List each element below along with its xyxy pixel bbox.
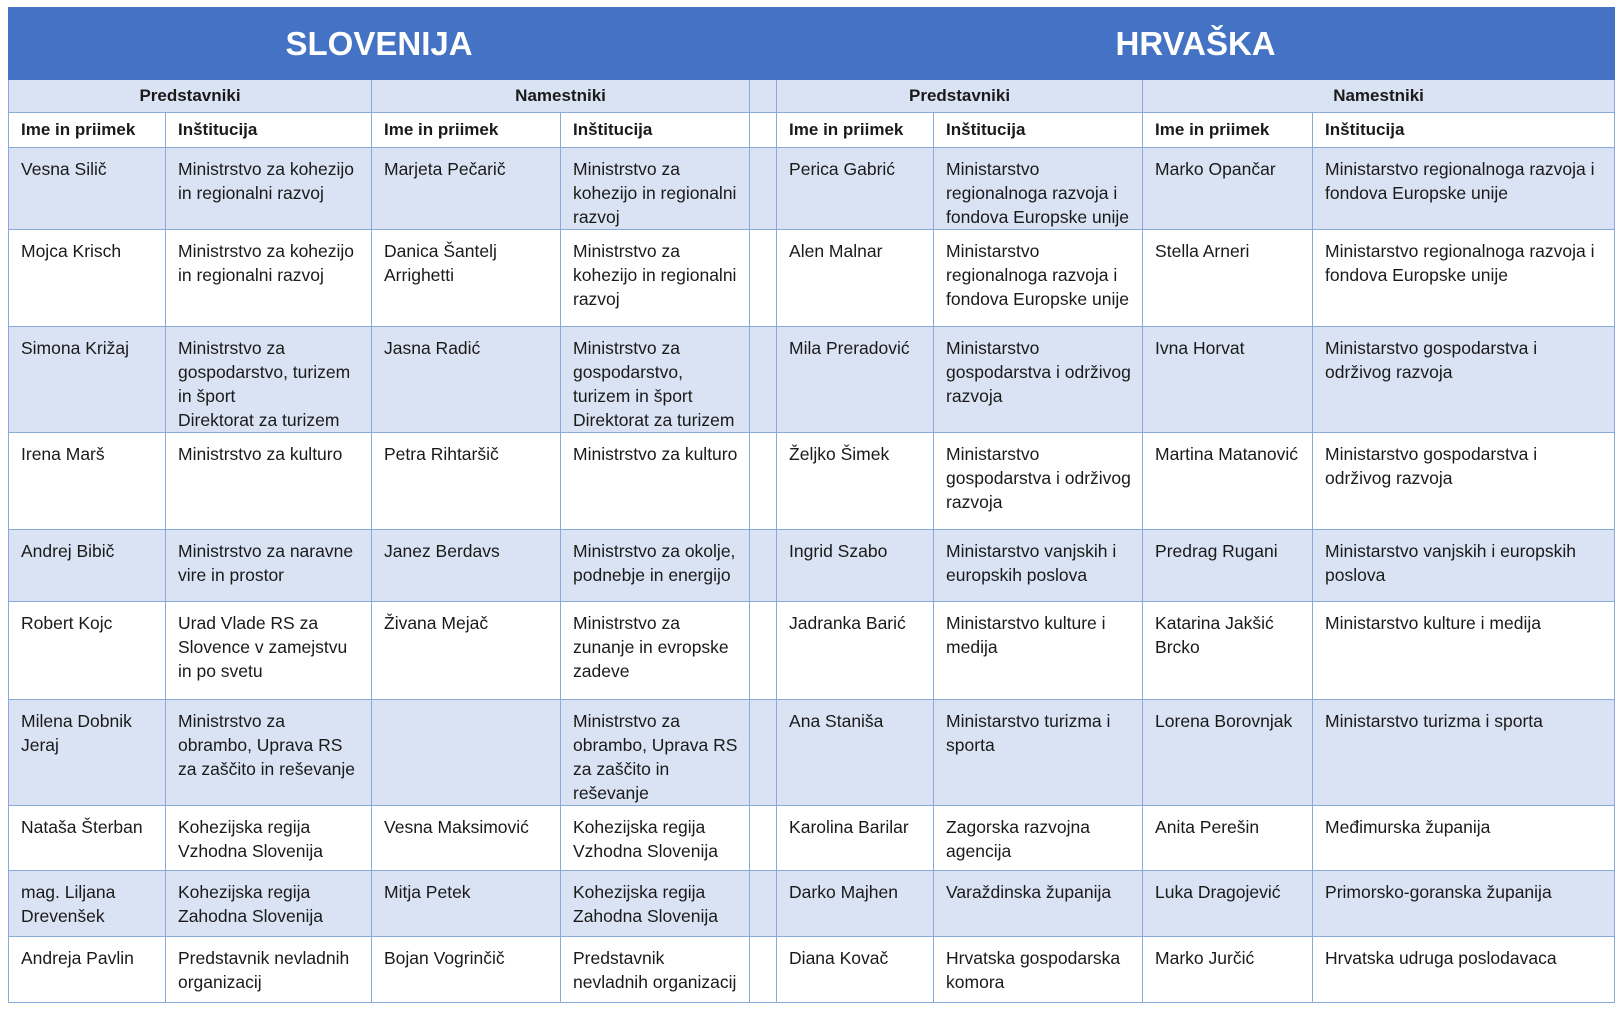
table-row bbox=[9, 148, 1615, 230]
cell-hr-dep-inst: Ministarstvo vanjskih i europskih poslova bbox=[1313, 530, 1615, 602]
cell-hr-rep-inst: Ministarstvo turizma i sporta bbox=[934, 700, 1143, 806]
cell-si-rep-inst: Ministrstvo za obrambo, Uprava RS za zaščito in reševanje bbox=[166, 700, 372, 806]
cell-hr-rep-inst: Ministarstvo kulture i medija bbox=[934, 602, 1143, 700]
cell-si-rep-inst: Urad Vlade RS za Slovence v zamejstvu in po svetu bbox=[166, 602, 372, 700]
cell-si-rep-inst: Ministrstvo za kulturo bbox=[166, 433, 372, 530]
row-gap-cell bbox=[750, 148, 777, 230]
cell-si-rep-inst: Predstavnik nevladnih organizacij bbox=[166, 937, 372, 1003]
cell-si-rep-name: mag. Liljana Drevenšek bbox=[9, 871, 166, 937]
cell-hr-rep-name: Karolina Barilar bbox=[777, 806, 934, 871]
cell-hr-dep-inst: Ministarstvo turizma i sporta bbox=[1313, 700, 1615, 806]
cell-hr-rep-name: Darko Majhen bbox=[777, 871, 934, 937]
cell-hr-rep-inst: Ministarstvo gospodarstva i održivog razvoja bbox=[934, 433, 1143, 530]
cell-hr-dep-name: Luka Dragojević bbox=[1143, 871, 1313, 937]
cell-si-rep-name: Andrej Bibič bbox=[9, 530, 166, 602]
cell-si-dep-name: Janez Berdavs bbox=[372, 530, 561, 602]
cell-si-rep-inst: Ministrstvo za kohezijo in regionalni razvoj bbox=[166, 148, 372, 230]
hr-deputies-header: Namestniki bbox=[1143, 80, 1615, 113]
col-si-dep-name: Ime in priimek bbox=[372, 113, 561, 148]
cell-hr-rep-name: Mila Preradović bbox=[777, 327, 934, 433]
cell-hr-rep-inst: Ministarstvo regionalnoga razvoja i fondova Europske unije bbox=[934, 148, 1143, 230]
si-representatives-header: Predstavniki bbox=[9, 80, 372, 113]
cell-si-rep-name: Vesna Silič bbox=[9, 148, 166, 230]
cell-si-rep-name: Irena Marš bbox=[9, 433, 166, 530]
row-gap-cell bbox=[750, 871, 777, 937]
row-gap-cell bbox=[750, 433, 777, 530]
cell-si-dep-inst: Kohezijska regija Zahodna Slovenija bbox=[561, 871, 750, 937]
cell-si-dep-inst: Ministrstvo za kohezijo in regionalni razvoj bbox=[561, 230, 750, 327]
column-header-row bbox=[9, 113, 1615, 148]
cell-si-rep-inst: Kohezijska regija Zahodna Slovenija bbox=[166, 871, 372, 937]
table-row bbox=[9, 806, 1615, 871]
cell-si-dep-inst: Predstavnik nevladnih organizacij bbox=[561, 937, 750, 1003]
cell-hr-dep-name: Marko Opančar bbox=[1143, 148, 1313, 230]
cell-hr-rep-name: Diana Kovač bbox=[777, 937, 934, 1003]
row-gap-cell bbox=[750, 806, 777, 871]
cell-hr-rep-inst: Ministarstvo regionalnoga razvoja i fondova Europske unije bbox=[934, 230, 1143, 327]
cell-si-rep-inst: Ministrstvo za kohezijo in regionalni razvoj bbox=[166, 230, 372, 327]
cell-hr-rep-name: Ana Staniša bbox=[777, 700, 934, 806]
cell-hr-rep-name: Željko Šimek bbox=[777, 433, 934, 530]
col-hr-dep-name: Ime in priimek bbox=[1143, 113, 1313, 148]
cell-si-rep-name: Milena Dobnik Jeraj bbox=[9, 700, 166, 806]
cell-si-dep-name: Vesna Maksimović bbox=[372, 806, 561, 871]
col-hr-rep-name: Ime in priimek bbox=[777, 113, 934, 148]
row-gap-cell bbox=[750, 230, 777, 327]
cell-si-dep-name: Živana Mejač bbox=[372, 602, 561, 700]
cell-si-dep-inst: Ministrstvo za obrambo, Uprava RS za zaščito in reševanje bbox=[561, 700, 750, 806]
table-row bbox=[9, 602, 1615, 700]
cell-hr-rep-inst: Hrvatska gospodarska komora bbox=[934, 937, 1143, 1003]
cell-hr-dep-name: Martina Matanović bbox=[1143, 433, 1313, 530]
cell-si-dep-name: Mitja Petek bbox=[372, 871, 561, 937]
cell-hr-dep-inst: Ministarstvo regionalnoga razvoja i fondova Europske unije bbox=[1313, 148, 1615, 230]
cell-si-dep-inst: Ministrstvo za gospodarstvo, turizem in šport Direktorat za turizem bbox=[561, 327, 750, 433]
cell-hr-dep-name: Anita Perešin bbox=[1143, 806, 1313, 871]
cell-hr-dep-inst: Hrvatska udruga poslodavaca bbox=[1313, 937, 1615, 1003]
cell-si-dep-name: Petra Rihtaršič bbox=[372, 433, 561, 530]
cell-si-dep-inst: Ministrstvo za okolje, podnebje in energijo bbox=[561, 530, 750, 602]
cell-si-dep-inst: Ministrstvo za kulturo bbox=[561, 433, 750, 530]
hr-representatives-header: Predstavniki bbox=[777, 80, 1143, 113]
cell-si-rep-inst: Ministrstvo za naravne vire in prostor bbox=[166, 530, 372, 602]
cell-si-dep-name: Jasna Radić bbox=[372, 327, 561, 433]
cell-si-dep-name: Danica Šantelj Arrighetti bbox=[372, 230, 561, 327]
cell-hr-dep-inst: Ministarstvo kulture i medija bbox=[1313, 602, 1615, 700]
cell-si-rep-name: Andreja Pavlin bbox=[9, 937, 166, 1003]
cell-hr-dep-inst: Ministarstvo gospodarstva i održivog razvoja bbox=[1313, 327, 1615, 433]
cell-hr-rep-inst: Zagorska razvojna agencija bbox=[934, 806, 1143, 871]
col-si-rep-institution: Inštitucija bbox=[166, 113, 372, 148]
banner-gap bbox=[750, 8, 777, 80]
cell-hr-rep-name: Jadranka Barić bbox=[777, 602, 934, 700]
cell-si-dep-inst: Ministrstvo za zunanje in evropske zadeve bbox=[561, 602, 750, 700]
col-si-dep-institution: Inštitucija bbox=[561, 113, 750, 148]
cell-hr-rep-name: Perica Gabrić bbox=[777, 148, 934, 230]
cell-si-rep-name: Nataša Šterban bbox=[9, 806, 166, 871]
cell-si-dep-inst: Kohezijska regija Vzhodna Slovenija bbox=[561, 806, 750, 871]
cell-hr-dep-name: Marko Jurčić bbox=[1143, 937, 1313, 1003]
members-table-wrapper bbox=[8, 7, 1614, 1003]
table-row bbox=[9, 230, 1615, 327]
colhead-gap bbox=[750, 113, 777, 148]
cell-hr-dep-inst: Ministarstvo regionalnoga razvoja i fondova Europske unije bbox=[1313, 230, 1615, 327]
table-row bbox=[9, 530, 1615, 602]
country-slovenija: SLOVENIJA bbox=[9, 8, 750, 80]
cell-si-rep-name: Mojca Krisch bbox=[9, 230, 166, 327]
col-si-rep-name: Ime in priimek bbox=[9, 113, 166, 148]
cell-si-rep-inst: Kohezijska regija Vzhodna Slovenija bbox=[166, 806, 372, 871]
col-hr-rep-institution: Inštitucija bbox=[934, 113, 1143, 148]
cell-hr-rep-name: Alen Malnar bbox=[777, 230, 934, 327]
cell-hr-rep-name: Ingrid Szabo bbox=[777, 530, 934, 602]
members-table bbox=[8, 7, 1615, 1003]
cell-hr-dep-name: Stella Arneri bbox=[1143, 230, 1313, 327]
table-row bbox=[9, 937, 1615, 1003]
row-gap-cell bbox=[750, 700, 777, 806]
cell-hr-dep-name: Katarina Jakšić Brcko bbox=[1143, 602, 1313, 700]
row-gap-cell bbox=[750, 602, 777, 700]
group-gap bbox=[750, 80, 777, 113]
cell-hr-dep-inst: Međimurska županija bbox=[1313, 806, 1615, 871]
col-hr-dep-institution: Inštitucija bbox=[1313, 113, 1615, 148]
group-header-row bbox=[9, 80, 1615, 113]
cell-hr-rep-inst: Ministarstvo vanjskih i europskih poslova bbox=[934, 530, 1143, 602]
si-deputies-header: Namestniki bbox=[372, 80, 750, 113]
cell-hr-dep-inst: Ministarstvo gospodarstva i održivog razvoja bbox=[1313, 433, 1615, 530]
cell-si-dep-name: Marjeta Pečarič bbox=[372, 148, 561, 230]
country-hrvaska: HRVAŠKA bbox=[777, 8, 1615, 80]
row-gap-cell bbox=[750, 327, 777, 433]
table-row bbox=[9, 327, 1615, 433]
cell-si-rep-inst: Ministrstvo za gospodarstvo, turizem in šport Direktorat za turizem bbox=[166, 327, 372, 433]
cell-hr-rep-inst: Varaždinska županija bbox=[934, 871, 1143, 937]
cell-hr-dep-name: Lorena Borovnjak bbox=[1143, 700, 1313, 806]
cell-si-dep-name: Bojan Vogrinčič bbox=[372, 937, 561, 1003]
cell-hr-dep-inst: Primorsko-goranska županija bbox=[1313, 871, 1615, 937]
cell-si-dep-inst: Ministrstvo za kohezijo in regionalni razvoj bbox=[561, 148, 750, 230]
country-banner-row bbox=[9, 8, 1615, 80]
cell-hr-dep-name: Predrag Rugani bbox=[1143, 530, 1313, 602]
cell-hr-dep-name: Ivna Horvat bbox=[1143, 327, 1313, 433]
table-row bbox=[9, 433, 1615, 530]
row-gap-cell bbox=[750, 530, 777, 602]
cell-si-dep-name bbox=[372, 700, 561, 806]
cell-si-rep-name: Simona Križaj bbox=[9, 327, 166, 433]
table-row bbox=[9, 700, 1615, 806]
cell-hr-rep-inst: Ministarstvo gospodarstva i održivog razvoja bbox=[934, 327, 1143, 433]
table-row bbox=[9, 871, 1615, 937]
cell-si-rep-name: Robert Kojc bbox=[9, 602, 166, 700]
row-gap-cell bbox=[750, 937, 777, 1003]
